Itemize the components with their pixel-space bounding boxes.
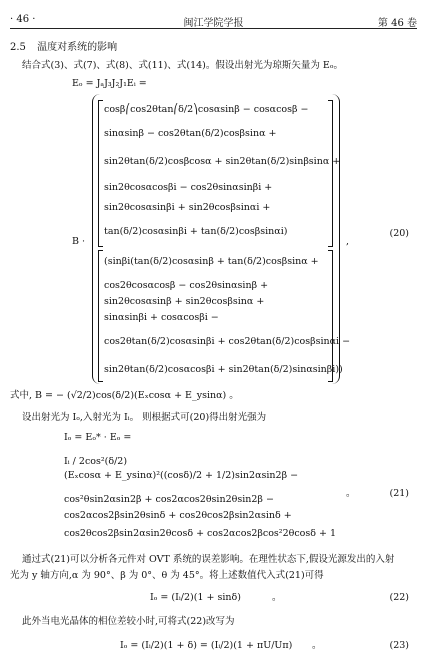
eq20-row-12: sin2θtan(δ/2)cosαcosβi + sin2θtan(δ/2)sinαsinβi)): [104, 364, 343, 375]
eq22-dot: 。: [272, 592, 282, 603]
page-number: · 46 ·: [10, 14, 36, 25]
eq20-inner-bracket-right-1: [328, 100, 333, 247]
eq23-number: (23): [389, 640, 409, 651]
eq20-lhs: Eₒ = JₐJ₃J₂J₁Eᵢ =: [72, 78, 147, 89]
eq20-row-4: sin2θcosαcosβi − cos2θsinαsinβi +: [104, 182, 273, 193]
volume-label: 第 46 卷: [377, 18, 417, 29]
eq23-dot: 。: [312, 640, 322, 651]
eq21-line-2: (Eₓcosα + E_ysinα)²((cosδ)/2 + 1/2)sin2αsin2β −: [64, 470, 299, 481]
paragraph-3: 通过式(21)可以分析各元件对 OVT 系统的误差影响。在理性状态下,假设光源发出的入射: [22, 554, 395, 565]
eq22-body: Iₒ = (Iᵢ/2)(1 + sinδ): [150, 592, 241, 603]
section-title: 温度对系统的影响: [37, 42, 118, 53]
eq20-inner-bracket-left-2: [98, 250, 103, 382]
eq21-line-5: cos2θcos2βsin2αsin2θcosδ + cos2αcos2βcos²2θcosδ + 1: [64, 528, 337, 539]
eq20-row-1: cosβ⎛cos2θtan⎛δ/2⎞cosαsinβ − cosαcosβ −: [104, 104, 309, 115]
eq20-row-3: sin2θtan(δ/2)cosβcosα + sin2θtan(δ/2)sinβsinα +: [104, 156, 341, 167]
eq22-number: (22): [389, 592, 409, 603]
eq21-prefactor: Iᵢ / 2cos²(δ/2): [64, 456, 128, 467]
eq20-row-7: (sinβi(tan(δ/2)cosαsinβ + tan(δ/2)cosβsinα +: [104, 256, 319, 267]
eq21-line-1: Iₒ = Eₒ* · Eₒ =: [64, 432, 132, 443]
eq23-body: Iₒ = (Iᵢ/2)(1 + δ) = (Iᵢ/2)(1 + πU/Uπ): [120, 640, 293, 651]
paragraph-3b: 光为 y 轴方向,α 为 90°、β 为 0°、θ 为 45°。将上述数值代入式(21)可得: [10, 570, 324, 581]
eq20-row-11: cos2θtan(δ/2)cosαsinβi + cos2θtan(δ/2)cosβsinαi −: [104, 336, 351, 347]
eq21-line-3: cos²θsin2αsin2β + cos2αcos2θsin2θsin2β −: [64, 494, 274, 505]
section-heading: [10, 42, 117, 54]
where-B-definition: 式中, B = − (√2/2)cos(δ/2)(Eₓcosα + E_ysinα) 。: [10, 390, 239, 401]
eq20-comma: ,: [346, 236, 350, 247]
eq20-row-8: cos2θcosαcosβ − cos2θsinαsinβ +: [104, 280, 269, 291]
eq20-row-9: sin2θcosαsinβ + sin2θcosβsinα +: [104, 296, 265, 307]
eq21-line-4: cos2αcos2βsin2θsinδ + cos2θcos2βsin2αsinδ +: [64, 510, 292, 521]
eq21-number: (21): [389, 488, 409, 499]
eq20-row-6: tan(δ/2)cosαsinβi + tan(δ/2)cosβsinαi): [104, 226, 288, 237]
eq20-B: B ·: [72, 236, 86, 247]
eq20-number: (20): [389, 228, 409, 239]
paragraph-4: 此外当电光晶体的相位差较小时,可将式(22)改写为: [22, 616, 235, 627]
intro-paragraph: 结合式(3)、式(7)、式(8)、式(11)、式(14)。假设出射光为琼斯矢量为 Eₒ。: [22, 60, 343, 71]
eq20-inner-bracket-right-2: [328, 250, 333, 382]
eq20-inner-bracket-left-1: [98, 100, 103, 247]
eq20-row-10: sinαsinβi + cosαcosβi −: [104, 312, 219, 323]
eq21-dot: 。: [346, 488, 356, 499]
section-number: 2.5: [10, 42, 26, 53]
paragraph-2: 设出射光为 Iₒ,入射光为 Iᵢ。 则根据式可(20)得出射光强为: [22, 412, 267, 423]
journal-title: 闽江学院学报: [183, 18, 244, 29]
page-header: [10, 8, 417, 29]
eq20-row-5: sin2θcosαsinβi + sin2θcosβsinαi +: [104, 202, 271, 213]
eq20-row-2: sinαsinβ − cos2θtan(δ/2)cosβsinα +: [104, 128, 277, 139]
